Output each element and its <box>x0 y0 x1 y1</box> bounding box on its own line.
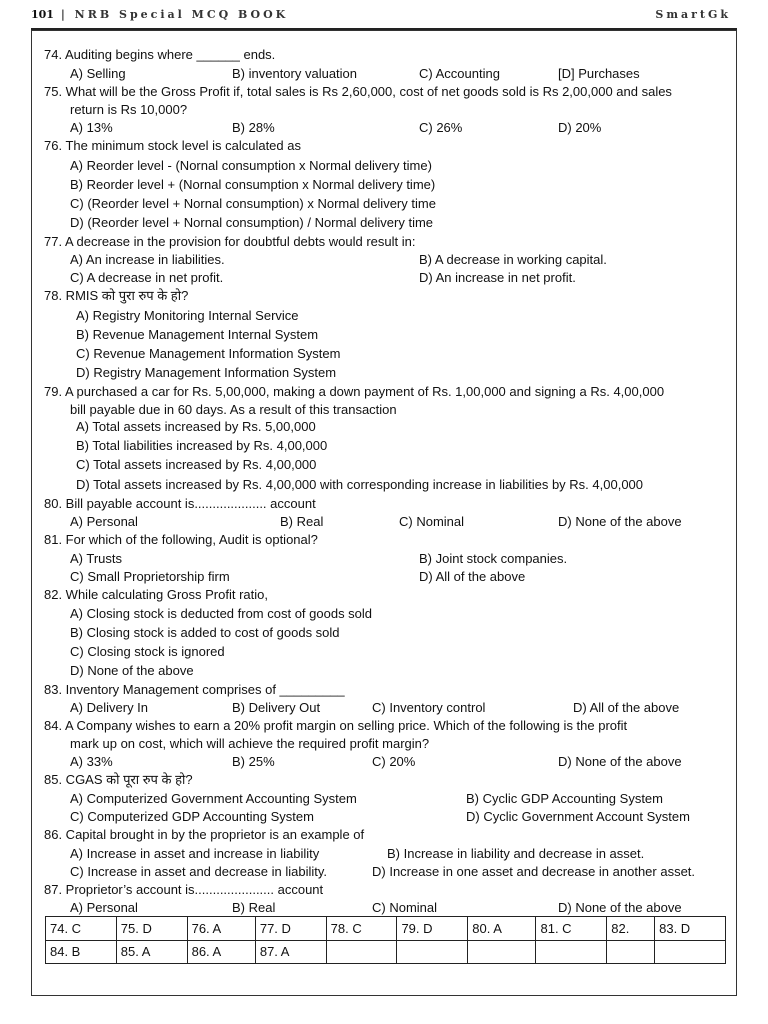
question-stem: 78. RMIS को पुरा रुप के हो? <box>44 288 189 303</box>
option: A) Closing stock is deducted from cost of goods sold <box>70 606 373 621</box>
option: A) Total assets increased by Rs. 5,00,000 <box>76 419 316 434</box>
option: A) 33% <box>70 754 113 769</box>
answer-cell: 85. A <box>116 940 187 964</box>
answer-cell: 76. A <box>187 917 255 941</box>
answer-cell <box>655 940 726 964</box>
answer-cell: 75. D <box>116 917 187 941</box>
option: A) Selling <box>70 66 126 81</box>
option: D) Registry Management Information System <box>76 365 337 380</box>
option: B) 25% <box>232 754 275 769</box>
answer-cell: 83. D <box>655 917 726 941</box>
option: B) 28% <box>232 120 275 135</box>
option: C) Accounting <box>419 66 500 81</box>
answer-cell: 78. C <box>326 917 397 941</box>
page-number: 101 <box>31 8 54 21</box>
options-row <box>70 790 720 808</box>
option: C) Nominal <box>372 900 438 915</box>
question-stem: 85. CGAS को पूरा रुप के हो? <box>44 772 193 787</box>
option: A) An increase in liabilities. <box>70 252 225 267</box>
question-stem: 76. The minimum stock level is calculated as <box>44 138 301 153</box>
option: C) 26% <box>419 120 463 135</box>
option: B) Closing stock is added to cost of goods sold <box>70 625 340 640</box>
option: C) Nominal <box>399 514 465 529</box>
question-stem: 87. Proprietor’s account is...................... account <box>44 882 324 897</box>
answer-row <box>46 917 726 941</box>
options-row <box>70 753 710 771</box>
option: D) 20% <box>558 120 602 135</box>
option: D) None of the above <box>558 514 682 529</box>
option: D) All of the above <box>573 700 680 715</box>
question-stem-cont: mark up on cost, which will achieve the required profit margin? <box>70 736 430 751</box>
option: B) Real <box>280 514 324 529</box>
options-row <box>70 699 720 717</box>
option: B) Joint stock companies. <box>419 551 568 566</box>
question-stem: 83. Inventory Management comprises of _________ <box>44 682 345 697</box>
answer-cell <box>397 940 468 964</box>
question-stem: 81. For which of the following, Audit is optional? <box>44 532 318 547</box>
answer-cell <box>536 940 607 964</box>
question-stem: 86. Capital brought in by the proprietor is an example of <box>44 827 365 842</box>
option: A) 13% <box>70 120 113 135</box>
answer-cell: 87. A <box>255 940 326 964</box>
option: A) Computerized Government Accounting System <box>70 791 357 806</box>
answer-cell <box>607 940 655 964</box>
option: C) Closing stock is ignored <box>70 644 225 659</box>
option: C) Small Proprietorship firm <box>70 569 230 584</box>
answer-key-table <box>45 916 726 964</box>
answer-row <box>46 940 726 964</box>
option: D) An increase in net profit. <box>419 270 576 285</box>
answer-cell: 77. D <box>255 917 326 941</box>
question-stem-cont: return is Rs 10,000? <box>70 102 188 117</box>
option: A) Registry Monitoring Internal Service <box>76 308 299 323</box>
options-row <box>70 808 720 826</box>
question-stem: 77. A decrease in the provision for doubtful debts would result in: <box>44 234 416 249</box>
options-row <box>70 119 710 137</box>
option: C) Inventory control <box>372 700 486 715</box>
option: C) Increase in asset and decrease in liability. <box>70 864 327 879</box>
book-title: NRB Special MCQ BOOK <box>74 8 289 21</box>
answer-cell: 86. A <box>187 940 255 964</box>
option: C) A decrease in net profit. <box>70 270 224 285</box>
options-row <box>70 845 720 863</box>
brand-name: SmartGk <box>655 8 731 21</box>
option: C) Total assets increased by Rs. 4,00,000 <box>76 457 317 472</box>
option: [D] Purchases <box>558 66 640 81</box>
option: D) Increase in one asset and decrease in another asset. <box>372 864 696 879</box>
options-row <box>70 513 710 531</box>
option: A) Increase in asset and increase in liability <box>70 846 320 861</box>
options-row <box>70 269 710 287</box>
option: B) Increase in liability and decrease in asset. <box>387 846 645 861</box>
option: D) None of the above <box>558 900 682 915</box>
options-row <box>70 65 710 83</box>
page-header <box>31 8 737 30</box>
option: A) Personal <box>70 514 138 529</box>
answer-cell: 81. C <box>536 917 607 941</box>
option: B) Revenue Management Internal System <box>76 327 319 342</box>
option: D) Total assets increased by Rs. 4,00,000 with corresponding increase in liabilities by Rs. 4,00,000 <box>76 477 644 492</box>
options-row <box>70 863 720 881</box>
option: D) None of the above <box>558 754 682 769</box>
option: B) Delivery Out <box>232 700 321 715</box>
question-stem: 82. While calculating Gross Profit ratio, <box>44 587 268 602</box>
option: D) (Reorder level + Nornal consumption) / Normal delivery time <box>70 215 434 230</box>
options-row <box>70 899 710 917</box>
option: B) Total liabilities increased by Rs. 4,00,000 <box>76 438 328 453</box>
option: C) (Reorder level + Nornal consumption) x Normal delivery time <box>70 196 436 211</box>
option: B) Reorder level + (Nornal consumption x Normal delivery time) <box>70 177 436 192</box>
option: C) 20% <box>372 754 416 769</box>
header-left <box>31 8 288 21</box>
answer-cell: 82. <box>607 917 655 941</box>
header-separator: | <box>60 8 68 21</box>
option: A) Delivery In <box>70 700 149 715</box>
question-stem: 79. A purchased a car for Rs. 5,00,000, making a down payment of Rs. 1,00,000 and signing a Rs. 4,00,000 <box>44 384 665 399</box>
option: B) Cyclic GDP Accounting System <box>466 791 663 806</box>
option: D) Cyclic Government Account System <box>466 809 690 824</box>
option: B) A decrease in working capital. <box>419 252 607 267</box>
options-row <box>70 251 710 269</box>
option: D) All of the above <box>419 569 526 584</box>
option: B) inventory valuation <box>232 66 358 81</box>
answer-cell <box>468 940 536 964</box>
answer-cell: 74. C <box>46 917 117 941</box>
question-stem: 84. A Company wishes to earn a 20% profit margin on selling price. Which of the following is the profit <box>44 718 628 733</box>
answer-cell <box>326 940 397 964</box>
answer-cell: 80. A <box>468 917 536 941</box>
question-stem: 74. Auditing begins where ______ ends. <box>44 47 276 62</box>
answer-cell: 79. D <box>397 917 468 941</box>
option: D) None of the above <box>70 663 194 678</box>
options-row <box>70 568 710 586</box>
options-row <box>70 550 710 568</box>
option: C) Revenue Management Information System <box>76 346 341 361</box>
answer-cell: 84. B <box>46 940 117 964</box>
option: B) Real <box>232 900 276 915</box>
option: A) Trusts <box>70 551 123 566</box>
option: A) Personal <box>70 900 138 915</box>
question-stem: 75. What will be the Gross Profit if, total sales is Rs 2,60,000, cost of net goods sold is Rs 2,00,000 and sales <box>44 84 672 99</box>
option: A) Reorder level - (Nornal consumption x Normal delivery time) <box>70 158 432 173</box>
question-stem: 80. Bill payable account is.................... account <box>44 496 316 511</box>
option: C) Computerized GDP Accounting System <box>70 809 314 824</box>
question-stem-cont: bill payable due in 60 days. As a result of this transaction <box>70 402 397 417</box>
